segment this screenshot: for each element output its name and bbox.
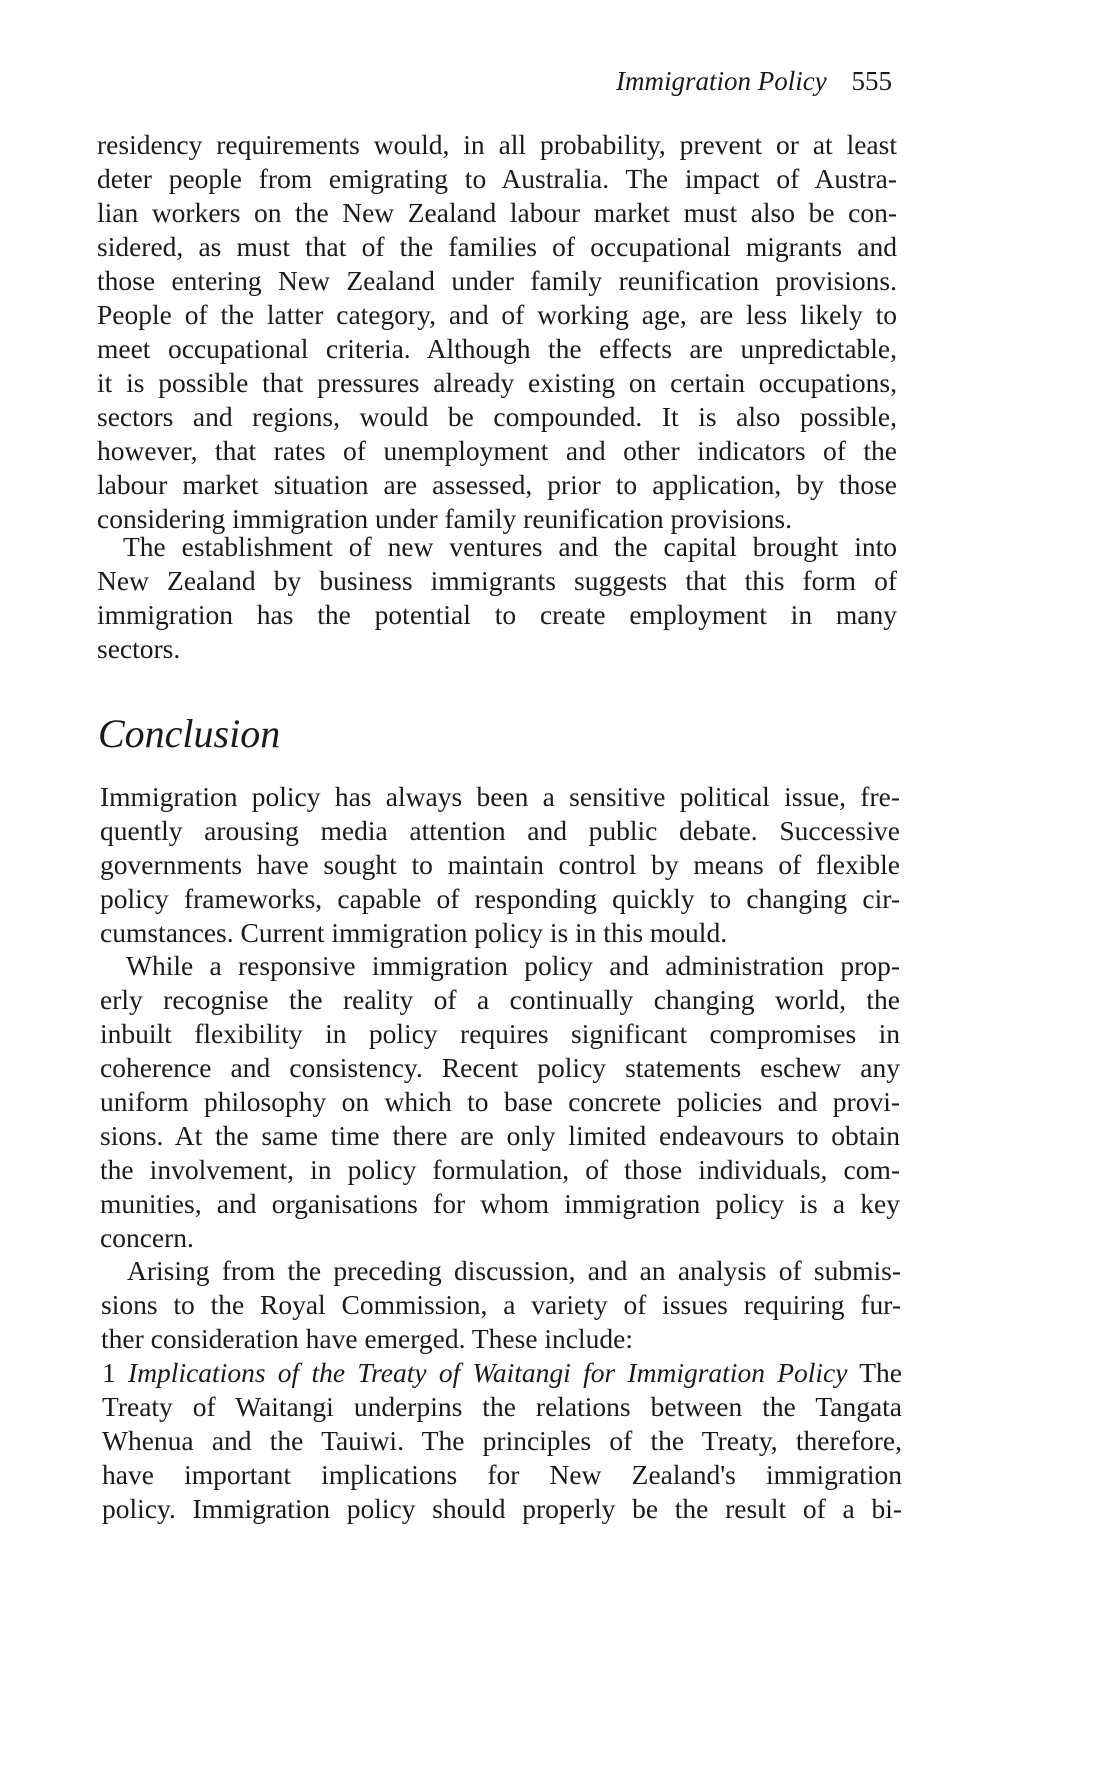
paragraph-4 bbox=[100, 949, 900, 1255]
text-line: however, that rates of unemployment and other indicators of the bbox=[97, 435, 897, 466]
text-line: sidered, as must that of the families of occupational migrants and bbox=[97, 231, 897, 262]
text-line: policy frameworks, capable of responding quickly to changing cir- bbox=[100, 883, 900, 914]
text-line: governments have sought to maintain control by means of flexible bbox=[100, 849, 900, 880]
text-line: quently arousing media attention and public debate. Successive bbox=[100, 815, 900, 846]
text-line: Immigration policy has always been a sensitive political issue, fre- bbox=[100, 781, 900, 812]
page-number: 555 bbox=[851, 66, 892, 96]
text-line: munities, and organisations for whom immigration policy is a key bbox=[100, 1188, 900, 1219]
text-line: People of the latter category, and of working age, are less likely to bbox=[97, 299, 897, 330]
text-line: While a responsive immigration policy and administration prop- bbox=[126, 950, 900, 981]
text-line: sectors. bbox=[97, 633, 181, 664]
text-line: erly recognise the reality of a continually changing world, the bbox=[100, 984, 900, 1015]
section-heading-conclusion: Conclusion bbox=[98, 711, 281, 756]
text-line: those entering New Zealand under family reunification provisions. bbox=[97, 265, 897, 296]
text-line: the involvement, in policy formulation, of those individuals, com- bbox=[100, 1154, 900, 1185]
text-line: Whenua and the Tauiwi. The principles of the Treaty, therefore, bbox=[102, 1425, 902, 1456]
text-line: it is possible that pressures already existing on certain occupations, bbox=[97, 367, 897, 398]
text-line: policy. Immigration policy should properly be the result of a bi- bbox=[102, 1493, 902, 1524]
text-line: inbuilt flexibility in policy requires significant compromises in bbox=[100, 1018, 900, 1049]
text-line: considering immigration under family reunification provisions. bbox=[97, 503, 792, 534]
text-line: deter people from emigrating to Australia. The impact of Austra- bbox=[97, 163, 897, 194]
paragraph-3 bbox=[100, 780, 900, 950]
text-line: residency requirements would, in all probability, prevent or at least bbox=[97, 129, 897, 160]
text-line: The establishment of new ventures and the capital brought into bbox=[123, 531, 897, 562]
text-line: sions to the Royal Commission, a variety of issues requiring fur- bbox=[101, 1289, 901, 1320]
text-line: sions. At the same time there are only limited endeavours to obtain bbox=[100, 1120, 900, 1151]
paragraph-5 bbox=[101, 1254, 901, 1356]
text-line: Treaty of Waitangi underpins the relations between the Tangata bbox=[102, 1391, 902, 1422]
text-line: cumstances. Current immigration policy is in this mould. bbox=[100, 917, 728, 948]
list-item-first-word: The bbox=[859, 1357, 903, 1388]
text-line: lian workers on the New Zealand labour market must also be con- bbox=[97, 197, 897, 228]
text-line: coherence and consistency. Recent policy statements eschew any bbox=[100, 1052, 900, 1083]
text-line: ther consideration have emerged. These include: bbox=[101, 1323, 633, 1354]
text-line: Arising from the preceding discussion, and an analysis of submis- bbox=[127, 1255, 901, 1286]
paragraph-2 bbox=[97, 530, 897, 666]
text-line: concern. bbox=[100, 1222, 194, 1253]
list-item-1-heading-line bbox=[102, 1356, 902, 1390]
paragraph-1 bbox=[97, 128, 897, 536]
text-line: have important implications for New Zealand's immigration bbox=[102, 1459, 902, 1490]
text-line: labour market situation are assessed, prior to application, by those bbox=[97, 469, 897, 500]
list-item-number: 1 bbox=[102, 1357, 116, 1388]
text-line: meet occupational criteria. Although the effects are unpredictable, bbox=[97, 333, 897, 364]
text-line: New Zealand by business immigrants suggests that this form of bbox=[97, 565, 897, 596]
text-line: immigration has the potential to create employment in many bbox=[97, 599, 897, 630]
running-head bbox=[616, 66, 892, 97]
text-line: uniform philosophy on which to base concrete policies and provi- bbox=[100, 1086, 900, 1117]
list-item-1 bbox=[102, 1356, 902, 1526]
text-line: sectors and regions, would be compounded. It is also possible, bbox=[97, 401, 897, 432]
running-title: Immigration Policy bbox=[616, 66, 827, 96]
list-item-title: Implications of the Treaty of Waitangi for Immigration Policy bbox=[128, 1357, 848, 1388]
